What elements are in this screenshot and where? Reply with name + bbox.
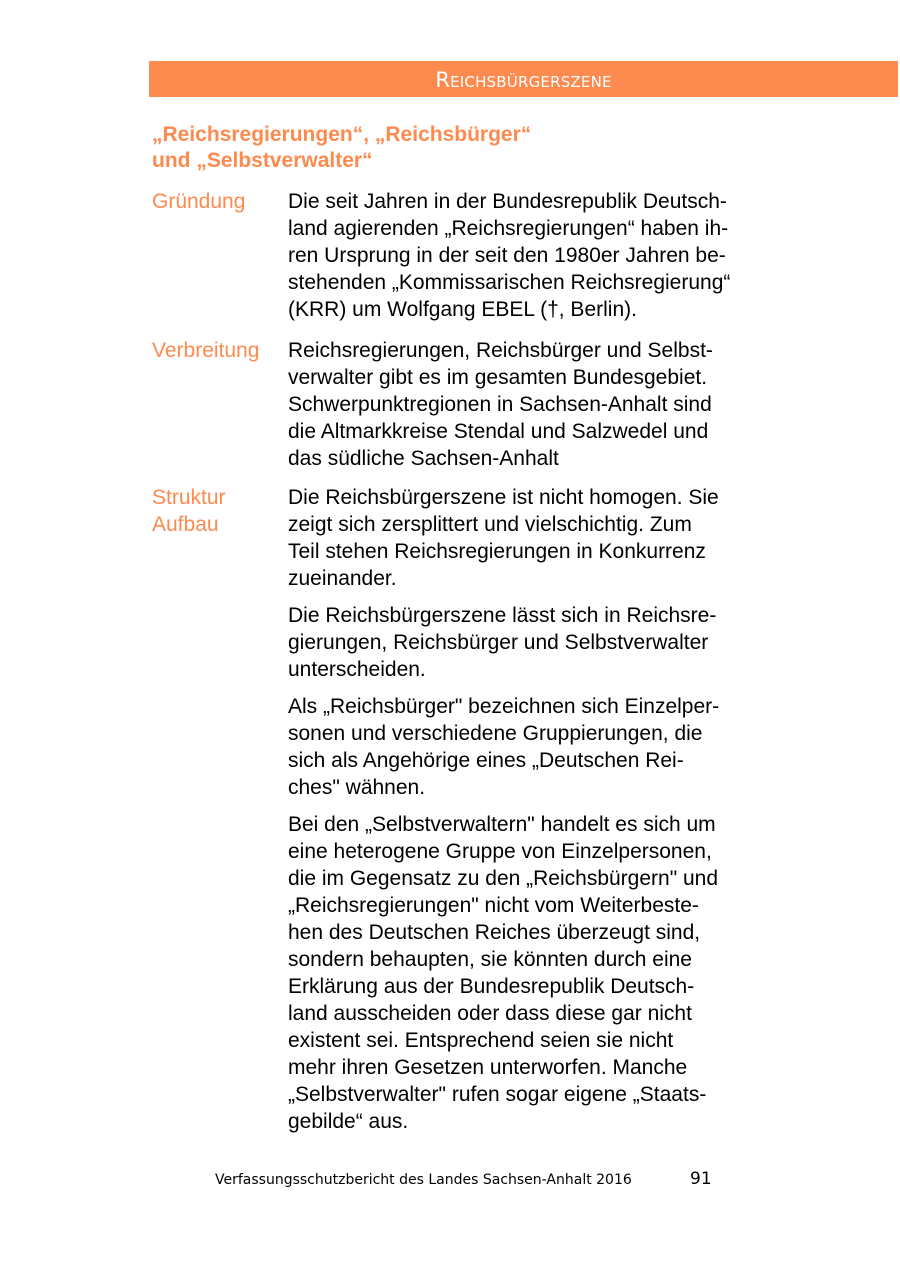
body-line: Teil stehen Reichsregierungen in Konkurrenz [288,540,706,563]
body-line: sondern behaupten, sie könnten durch eine [288,948,692,971]
body-paragraph [288,484,788,592]
body-line: sich als Angehörige eines „Deutschen Rei- [288,749,684,772]
row-label-line: Struktur [152,486,226,509]
body-paragraph [288,188,788,323]
body-line: zeigt sich zersplittert und vielschichtig. Zum [288,513,692,536]
row-body [288,337,788,482]
body-line: land ausscheiden oder dass diese gar nicht [288,1002,692,1025]
row-body [288,188,788,333]
body-line: das südliche Sachsen-Anhalt [288,447,559,470]
row-label [152,188,282,215]
body-line: (KRR) um Wolfgang EBEL (†, Berlin). [288,298,637,321]
page-number: 91 [690,1169,712,1189]
body-paragraph [288,811,788,1135]
row-label [152,337,282,364]
body-line: existent sei. Entsprechend seien sie nicht [288,1029,674,1052]
body-line: stehenden „Kommissarischen Reichsregierung“ [288,271,731,294]
body-line: mehr ihren Gesetzen unterworfen. Manche [288,1056,688,1079]
body-line: zueinander. [288,567,397,590]
footer-publication: Verfassungsschutzbericht des Landes Sachsen-Anhalt 2016 [215,1172,632,1188]
body-line: eine heterogene Gruppe von Einzelpersonen, [288,840,712,863]
row-label [152,484,282,538]
body-line: Bei den „Selbstverwaltern" handelt es sich um [288,813,716,836]
row-label-line: Aufbau [152,513,219,536]
body-line: die Altmarkkreise Stendal und Salzwedel und [288,420,709,443]
body-line: gebilde“ aus. [288,1110,409,1133]
body-line: die im Gegensatz zu den „Reichsbürgern" und [288,867,719,890]
body-line: Reichsregierungen, Reichsbürger und Selbst- [288,339,713,362]
body-line: unterscheiden. [288,658,426,681]
body-line: land agierenden „Reichsregierungen“ haben ih- [288,217,729,240]
row-label-line: Gründung [152,190,246,213]
body-line: ren Ursprung in der seit den 1980er Jahren be- [288,244,726,267]
body-line: „Reichsregierungen" nicht vom Weiterbeste- [288,894,699,917]
body-paragraph [288,602,788,683]
body-line: Die Reichsbürgerszene lässt sich in Reichsre- [288,604,717,627]
body-line: verwalter gibt es im gesamten Bundesgebiet. [288,366,708,389]
body-line: hen des Deutschen Reiches überzeugt sind, [288,921,701,944]
section-title-line-2: und „Selbstverwalter“ [152,149,373,172]
body-paragraph [288,693,788,801]
section-title [152,122,772,174]
body-line: Erklärung aus der Bundesrepublik Deutsch- [288,975,695,998]
body-line: gierungen, Reichsbürger und Selbstverwalter [288,631,709,654]
body-line: Die Reichsbürgerszene ist nicht homogen. Sie [288,486,719,509]
running-header [149,61,898,97]
section-title-line-1: „Reichsregierungen“, „Reichsbürger“ [152,123,532,146]
body-line: „Selbstverwalter" rufen sogar eigene „Staats- [288,1083,707,1106]
running-header-title: Reichsbürgerszene [435,68,612,92]
row-body [288,484,788,1145]
body-line: Als „Reichsbürger" bezeichnen sich Einzelper- [288,695,720,718]
body-line: Schwerpunktregionen in Sachsen-Anhalt sind [288,393,712,416]
body-line: ches" wähnen. [288,776,426,799]
body-line: sonen und verschiedene Gruppierungen, die [288,722,703,745]
row-label-line: Verbreitung [152,339,260,362]
body-line: Die seit Jahren in der Bundesrepublik Deutsch- [288,190,727,213]
body-paragraph [288,337,788,472]
